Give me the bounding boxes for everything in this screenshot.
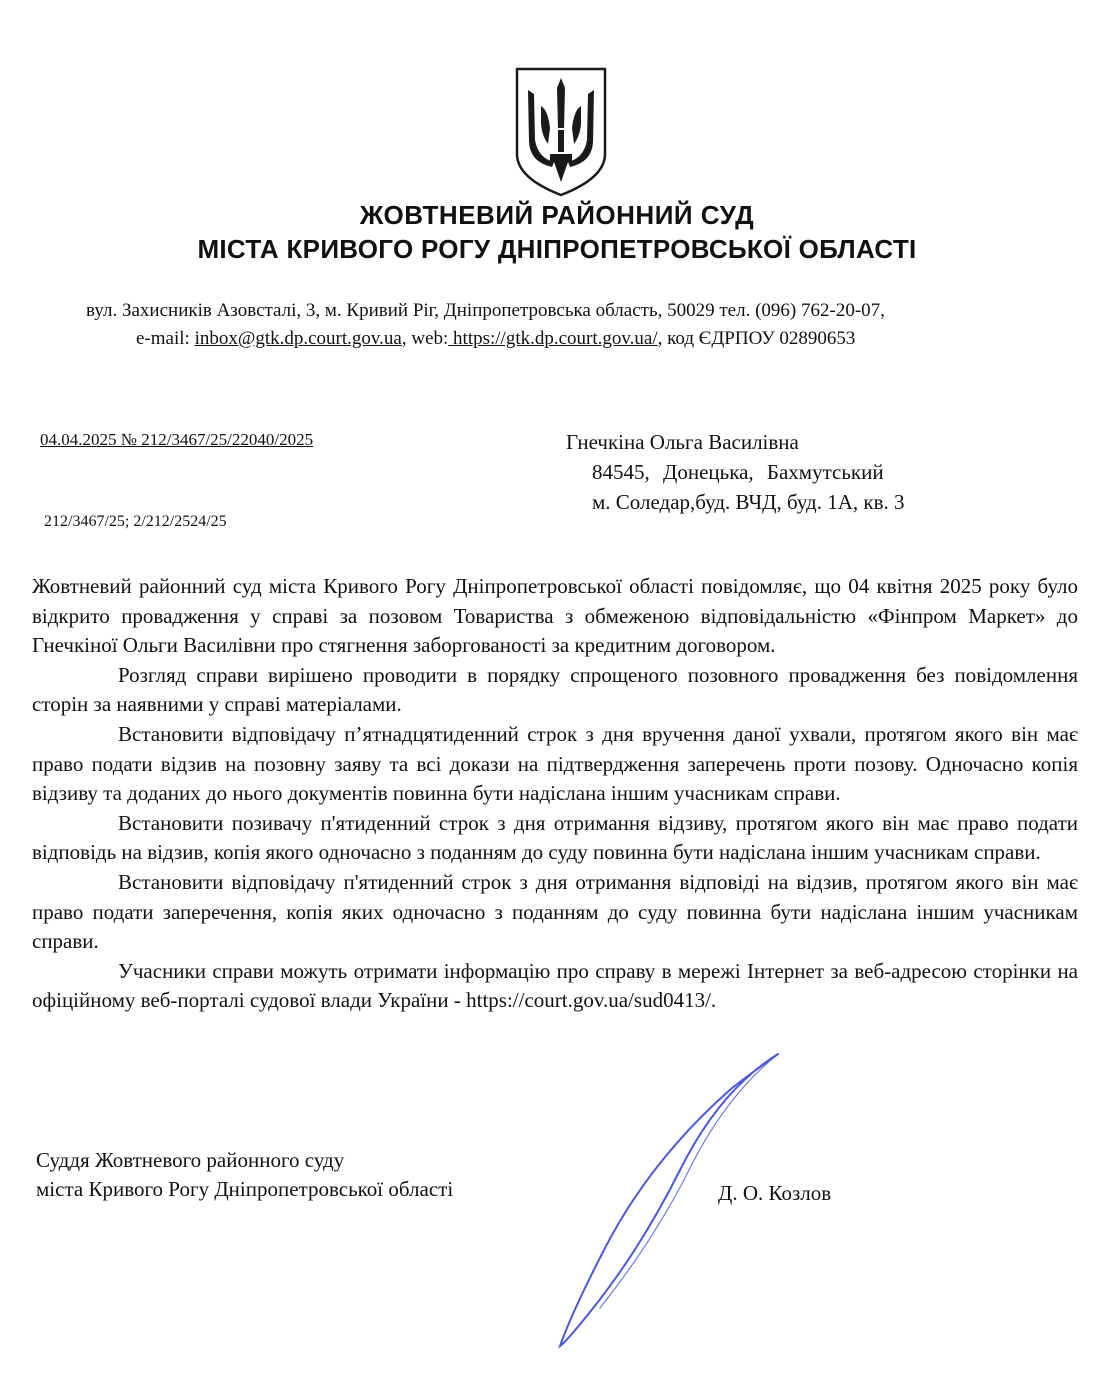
body-paragraph: Встановити відповідачу п'ятиденний строк з дня отримання відповіді на відзив, протягом якого він має право подати заперечення, копія яких одночасно з поданням до суду повинна бути надіслана іншим учасникам справи. — [32, 869, 1078, 954]
body-paragraph: Жовтневий районний суд міста Кривого Рогу Дніпропетровської області повідомляє, що 04 квітня 2025 року було відкрито провадження у справі за позовом Товариства з обмеженою відповідальністю «Фінпром Маркет» до Гнечкіної Ольги Василівни про стягнення заборгованості за кредитним договором. — [32, 574, 1078, 658]
court-name-line1: ЖОВТНЕВИЙ РАЙОННИЙ СУД — [359, 200, 755, 230]
notice-body — [32, 572, 1078, 1016]
body-paragraph: Встановити позивачу п'ятиденний строк з дня отримання відзиву, протягом якого він має право подати відповідь на відзив, копія якого одночасно з поданням до суду повинна бути надіслана іншим учасникам справи. — [32, 810, 1078, 865]
edrpou-code: , код ЄДРПОУ 02890653 — [657, 328, 856, 349]
body-paragraph: Розгляд справи вирішено проводити в порядку спрощеного позовного провадження без повідомлення сторін за наявними у справі матеріалами. — [32, 662, 1078, 717]
recipient-address-line2: м. Соледар,буд. ВЧД, буд. 1А, кв. 3 — [592, 490, 905, 514]
judge-title-line1: Суддя Жовтневого районного суду — [36, 1148, 345, 1172]
case-references: 212/3467/25; 2/212/2524/25 — [44, 513, 227, 530]
judge-title-line2: міста Кривого Рогу Дніпропетровської області — [36, 1177, 454, 1201]
court-name-line2: МІСТА КРИВОГО РОГУ ДНІПРОПЕТРОВСЬКОЇ ОБЛАСТІ — [197, 234, 917, 264]
ukraine-trident-emblem-icon — [514, 66, 608, 198]
court-contacts — [136, 328, 855, 350]
registration-date-number: 04.04.2025 № 212/3467/25/22040/2025 — [40, 430, 314, 449]
body-paragraph: Встановити відповідачу п’ятнадцятиденний строк з дня вручення даної ухвали, протягом якого він має право подати відзив на позовну заяву та всі докази на підтвердження заперечень проти позову. Одночасно копія відзиву та доданих до нього документів повинна бути надіслана іншим учасникам справи. — [32, 721, 1078, 806]
recipient-address-line1: 84545, Донецька, Бахмутський — [592, 460, 884, 484]
body-paragraph: Учасники справи можуть отримати інформацію про справу в мережі Інтернет за веб-адресою сторінки на офіційному веб-порталі судової влади України - https://court.gov.ua/sud0413/. — [32, 958, 1078, 1013]
email-link[interactable]: inbox@gtk.dp.court.gov.ua — [194, 328, 402, 349]
recipient-name: Гнечкіна Ольга Василівна — [566, 430, 799, 454]
web-link[interactable]: https://gtk.dp.court.gov.ua/ — [448, 328, 658, 349]
court-address: вул. Захисників Азовсталі, 3, м. Кривий Ріг, Дніпропетровська область, 50029 тел. (096) 762-20-07, — [86, 300, 885, 321]
judge-name: Д. О. Козлов — [718, 1181, 832, 1205]
web-label: , web: — [401, 328, 449, 349]
email-label: e-mail: — [136, 328, 195, 349]
